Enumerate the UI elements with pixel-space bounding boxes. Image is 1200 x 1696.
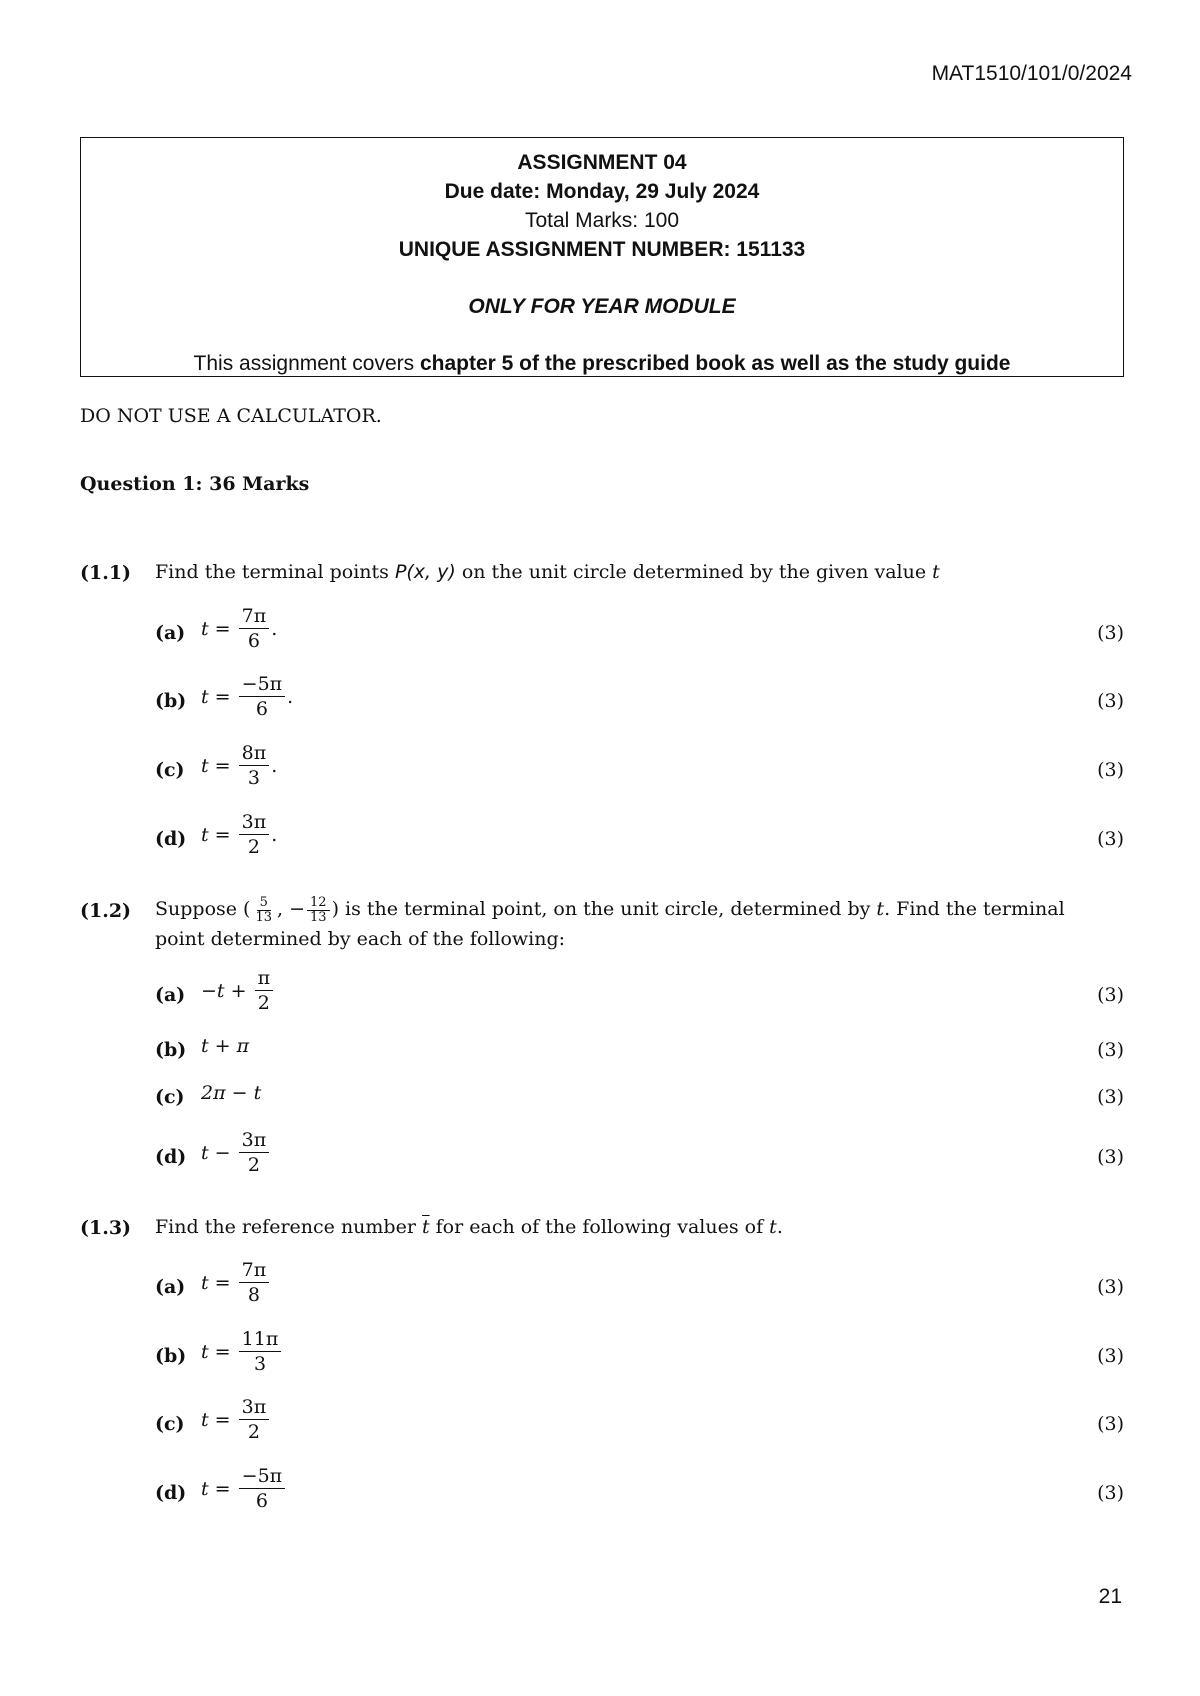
q12-item-label: (a) bbox=[155, 984, 186, 1006]
q12-item-marks: (3) bbox=[1097, 1146, 1124, 1168]
q12-item-space bbox=[247, 980, 253, 1002]
q11-item-fraction-numerator: −5π bbox=[239, 672, 286, 697]
q13-item bbox=[155, 1395, 1124, 1455]
calculator-note: DO NOT USE A CALCULATOR. bbox=[80, 405, 382, 427]
q11-item-marks: (3) bbox=[1097, 690, 1124, 712]
q11-item-space bbox=[231, 824, 237, 846]
q12-point-y: $\frac{12}{13}$ bbox=[307, 896, 330, 925]
q12-item-marks: (3) bbox=[1097, 1039, 1124, 1061]
q13-item-fraction-denominator: 8 bbox=[247, 1284, 260, 1306]
q13-item-expression bbox=[201, 1327, 283, 1376]
q11-number: (1.1) bbox=[80, 562, 132, 584]
q11-text-a: Find the terminal points bbox=[155, 561, 395, 583]
q11-item-space bbox=[231, 686, 237, 708]
q13-item-lead: t = bbox=[201, 1271, 231, 1294]
q13-item-space bbox=[231, 1272, 237, 1294]
q12-item-label: (b) bbox=[155, 1039, 187, 1061]
q11-item-lead: t = bbox=[201, 617, 231, 640]
q12-item-marks: (3) bbox=[1097, 984, 1124, 1006]
q11-item-label: (b) bbox=[155, 690, 187, 712]
q13-item-fraction bbox=[239, 1395, 270, 1444]
q12-item-fraction-numerator: 3π bbox=[239, 1128, 270, 1153]
q13-item-space bbox=[231, 1478, 237, 1500]
q13-item-fraction-numerator: 3π bbox=[239, 1395, 270, 1420]
q11-item-fraction bbox=[239, 810, 270, 859]
q13-item bbox=[155, 1258, 1124, 1318]
q11-item-space bbox=[231, 618, 237, 640]
q13-item-expression bbox=[201, 1258, 271, 1307]
q12-sep: , − bbox=[277, 898, 306, 920]
q13-text-c: . bbox=[776, 1216, 783, 1238]
q13-item-marks: (3) bbox=[1097, 1345, 1124, 1367]
unique-assignment-number: UNIQUE ASSIGNMENT NUMBER: 151133 bbox=[398, 238, 806, 261]
q13-item-fraction-denominator: 6 bbox=[255, 1490, 268, 1512]
q11-item-label: (c) bbox=[155, 759, 185, 781]
q11-item-marks: (3) bbox=[1097, 759, 1124, 781]
q12-text bbox=[155, 895, 1075, 953]
q11-item-fraction-denominator: 3 bbox=[247, 767, 260, 789]
q12-var: t bbox=[876, 898, 885, 920]
q11-item-tail: . bbox=[287, 685, 294, 708]
q11-point: P(x, y) bbox=[394, 561, 456, 583]
q11-item bbox=[155, 672, 1124, 732]
q12-item-lead: t + π bbox=[201, 1035, 250, 1057]
assignment-info-box bbox=[80, 137, 1124, 377]
q13-item-fraction-numerator: 11π bbox=[239, 1327, 282, 1352]
q13-item-fraction bbox=[239, 1464, 286, 1513]
q11-item-expression bbox=[201, 810, 277, 859]
q12-item-marks: (3) bbox=[1097, 1086, 1124, 1108]
q12-item-lead: −t + bbox=[201, 979, 247, 1002]
q13-item-space bbox=[231, 1409, 237, 1431]
q12-item-lead: t − bbox=[201, 1141, 231, 1164]
q13-item-fraction-numerator: 7π bbox=[239, 1258, 270, 1283]
q11-item-expression bbox=[201, 604, 277, 653]
module-code: MAT1510/101/0/2024 bbox=[931, 62, 1132, 85]
q11-item bbox=[155, 810, 1124, 870]
q13-item-fraction-numerator: −5π bbox=[239, 1464, 286, 1489]
q11-item-lead: t = bbox=[201, 823, 231, 846]
q13-item-marks: (3) bbox=[1097, 1482, 1124, 1504]
q13-item-label: (d) bbox=[155, 1482, 187, 1504]
q13-tbar: $\overline{t}$ bbox=[421, 1216, 430, 1238]
q13-item-fraction bbox=[239, 1258, 270, 1307]
q13-text bbox=[155, 1213, 1055, 1241]
q13-item-label: (c) bbox=[155, 1413, 185, 1435]
q11-text bbox=[155, 558, 1055, 586]
q13-text-a: Find the reference number bbox=[155, 1216, 422, 1238]
q13-item-expression bbox=[201, 1395, 271, 1444]
q11-item-fraction bbox=[239, 741, 270, 790]
year-module-note: ONLY FOR YEAR MODULE bbox=[468, 295, 736, 318]
q12-item-fraction bbox=[239, 1128, 270, 1177]
q12-item-fraction-numerator: π bbox=[255, 966, 274, 991]
q13-item-marks: (3) bbox=[1097, 1413, 1124, 1435]
q12-text-c: . Find the terminal point determined by each of the following: bbox=[155, 898, 1065, 950]
q13-item-fraction-denominator: 2 bbox=[247, 1421, 260, 1443]
q12-number: (1.2) bbox=[80, 900, 132, 922]
coverage-bold: chapter 5 of the prescribed book as well as the study guide bbox=[419, 352, 1011, 375]
q12-item-fraction-denominator: 2 bbox=[247, 1154, 260, 1176]
q12-item-label: (c) bbox=[155, 1086, 185, 1108]
q11-item-fraction-denominator: 6 bbox=[255, 698, 268, 720]
q13-item bbox=[155, 1327, 1124, 1387]
q12-item-expression bbox=[201, 1128, 271, 1177]
q11-item-fraction bbox=[239, 604, 270, 653]
total-marks: Total Marks: 100 bbox=[524, 209, 680, 232]
q11-item-fraction-numerator: 7π bbox=[239, 604, 270, 629]
q13-item-lead: t = bbox=[201, 1340, 231, 1363]
q11-item-expression bbox=[201, 672, 293, 721]
question-1-title: Question 1: 36 Marks bbox=[80, 473, 310, 495]
q13-item-expression bbox=[201, 1464, 287, 1513]
q13-number: (1.3) bbox=[80, 1217, 132, 1239]
q13-item-fraction bbox=[239, 1327, 282, 1376]
q12-item-label: (d) bbox=[155, 1146, 187, 1168]
q13-item-marks: (3) bbox=[1097, 1276, 1124, 1298]
page-number: 21 bbox=[1098, 1585, 1122, 1608]
q12-item-lead: 2π − t bbox=[201, 1082, 262, 1104]
q11-item-fraction-denominator: 2 bbox=[247, 836, 260, 858]
coverage-note bbox=[81, 351, 1123, 377]
q11-item-fraction-numerator: 8π bbox=[239, 741, 270, 766]
q13-item-label: (b) bbox=[155, 1345, 187, 1367]
q11-item-space bbox=[231, 755, 237, 777]
coverage-plain: This assignment covers bbox=[193, 352, 420, 375]
q11-item-fraction bbox=[239, 672, 286, 721]
q12-text-a: Suppose ( bbox=[155, 898, 251, 920]
q11-item-fraction-denominator: 6 bbox=[247, 630, 260, 652]
q11-item bbox=[155, 604, 1124, 664]
q11-item-tail: . bbox=[271, 823, 278, 846]
q12-item-expression bbox=[201, 966, 275, 1015]
q13-var: t bbox=[769, 1216, 777, 1238]
q13-item-space bbox=[231, 1341, 237, 1363]
q13-item-fraction-denominator: 3 bbox=[253, 1353, 267, 1375]
q11-item-label: (d) bbox=[155, 828, 187, 850]
q12-item-fraction bbox=[255, 966, 274, 1015]
q12-item bbox=[155, 1128, 1124, 1188]
q11-item-fraction-numerator: 3π bbox=[239, 810, 270, 835]
q12-text-b: ) is the terminal point, on the unit circle, determined by bbox=[331, 898, 877, 920]
q11-item-tail: . bbox=[271, 754, 278, 777]
q13-item bbox=[155, 1464, 1124, 1524]
q11-item-label: (a) bbox=[155, 622, 186, 644]
q11-item-marks: (3) bbox=[1097, 622, 1124, 644]
q11-item-tail: . bbox=[271, 617, 278, 640]
q13-item-lead: t = bbox=[201, 1477, 231, 1500]
q11-text-b: on the unit circle determined by the given value bbox=[455, 561, 933, 583]
q11-item-expression bbox=[201, 741, 277, 790]
q13-item-label: (a) bbox=[155, 1276, 186, 1298]
q11-item-lead: t = bbox=[201, 685, 231, 708]
q12-item bbox=[155, 966, 1124, 1026]
q12-item-expression bbox=[201, 1035, 249, 1057]
q11-item-lead: t = bbox=[201, 754, 231, 777]
q12-point-x: $\frac{5}{13}$ bbox=[255, 894, 273, 925]
q12-item-fraction-denominator: 2 bbox=[257, 992, 270, 1014]
q11-var: t bbox=[932, 561, 940, 583]
q12-item-expression bbox=[201, 1082, 261, 1104]
q12-item-space bbox=[231, 1142, 237, 1164]
q13-item-lead: t = bbox=[201, 1408, 231, 1431]
q11-item bbox=[155, 741, 1124, 801]
due-date: Due date: Monday, 29 July 2024 bbox=[444, 180, 760, 203]
q11-item-marks: (3) bbox=[1097, 828, 1124, 850]
q13-text-b: for each of the following values of bbox=[429, 1216, 770, 1238]
assignment-title: ASSIGNMENT 04 bbox=[517, 151, 687, 174]
